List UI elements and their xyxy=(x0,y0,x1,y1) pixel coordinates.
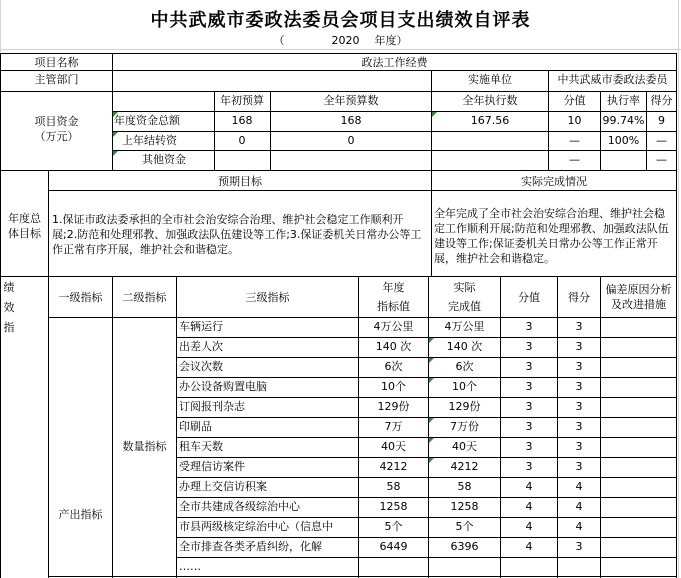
indicator-score-pts: 4 xyxy=(525,500,533,513)
actual-completion-text: 全年完成了全市社会治安综合治理、维护社会稳定工作顺利开展;防范和处理邪教、加强政法队伍建设等工作;保证委机关日常办公等工作正常开展，维护社会和谐稳定。 xyxy=(434,207,669,265)
header-reason-1: 偏差原因分析 xyxy=(605,283,672,296)
cell-marker xyxy=(432,112,437,117)
indicator-target: 6次 xyxy=(384,360,403,373)
funds-row-label: 其他资金 xyxy=(142,153,186,166)
indicator-name: 全市共建成各级综治中心 xyxy=(179,500,300,513)
cell-marker xyxy=(113,132,118,137)
indicator-name: …… xyxy=(179,560,201,573)
header-level2: 二级指标 xyxy=(122,291,167,304)
indicator-target: 58 xyxy=(386,480,401,493)
funds-label-2: （万元） xyxy=(34,130,79,143)
funds-exec-rate: 100% xyxy=(607,134,640,147)
indicator-target: 140 次 xyxy=(375,340,412,353)
indicator-name: 订阅报刊杂志 xyxy=(179,400,245,413)
indicator-name: 市县两级核定综治中心（信息中 xyxy=(179,520,333,533)
funds-score-pts: — xyxy=(569,153,580,166)
indicator-score: 3 xyxy=(575,360,583,373)
indicator-actual: 7万份 xyxy=(450,420,479,433)
cell-marker xyxy=(429,358,434,363)
header-level1: 一级指标 xyxy=(58,291,103,304)
indicator-target: 129份 xyxy=(377,400,410,413)
header-level3: 三级指标 xyxy=(245,291,290,304)
actual-completion-header: 实际完成情况 xyxy=(521,175,587,188)
funds-row-label: 上年结转资 xyxy=(122,134,177,147)
header-initial-budget: 年初预算 xyxy=(220,94,264,107)
indicator-score-pts: 4 xyxy=(525,540,533,553)
funds-score: — xyxy=(656,134,667,147)
indicator-score: 3 xyxy=(575,400,583,413)
indicator-actual: 4万公里 xyxy=(444,320,485,333)
indicator-score: 3 xyxy=(575,440,583,453)
indicator-actual: 40天 xyxy=(452,440,477,453)
indicator-score: 3 xyxy=(575,420,583,433)
level2-value: 数量指标 xyxy=(122,440,167,453)
cell-marker xyxy=(429,418,434,423)
indicator-name: 办公设备购置电脑 xyxy=(179,380,267,393)
funds-full-exec: 167.56 xyxy=(470,114,510,127)
indicator-target: 10个 xyxy=(381,380,406,393)
funds-full-budget: 0 xyxy=(347,134,355,147)
indicator-target: 40天 xyxy=(381,440,406,453)
header-score-pts: 分值 xyxy=(563,94,586,107)
indicator-score: 4 xyxy=(575,480,583,493)
header-annual-1: 年度 xyxy=(382,281,405,294)
indicator-actual: 129份 xyxy=(448,400,481,413)
project-name-label: 项目名称 xyxy=(34,56,79,69)
indicator-name: 全市排查各类矛盾纠纷，化解 xyxy=(179,540,322,553)
side-label-3: 指 xyxy=(3,321,15,334)
indicator-target: 4万公里 xyxy=(373,320,414,333)
goals-label-1: 年度总 xyxy=(8,212,41,225)
indicator-score-pts: 4 xyxy=(525,480,533,493)
indicator-target: 5个 xyxy=(384,520,403,533)
indicator-target: 1258 xyxy=(379,500,408,513)
header-full-exec: 全年执行数 xyxy=(462,94,518,107)
indicator-score: 3 xyxy=(575,320,583,333)
indicator-actual: 1258 xyxy=(450,500,479,513)
indicator-actual: 6396 xyxy=(450,540,479,553)
indicator-actual: 5个 xyxy=(455,520,474,533)
indicator-score: 3 xyxy=(575,380,583,393)
impl-unit-value: 中共武威市委政法委员 xyxy=(557,73,668,86)
indicator-target: 4212 xyxy=(379,460,408,473)
header-actual-2: 完成值 xyxy=(448,300,481,313)
indicator-score: 3 xyxy=(575,460,583,473)
page-title: 中共武威市委政法委员会项目支出绩效自评表 xyxy=(150,10,531,31)
goals-label-2: 体目标 xyxy=(8,227,41,240)
level1-value: 产出指标 xyxy=(58,508,103,521)
indicator-score-pts: 3 xyxy=(525,340,533,353)
impl-unit-label: 实施单位 xyxy=(468,73,512,86)
indicator-name: 办理上交信访积案 xyxy=(179,480,267,493)
indicator-actual: 6次 xyxy=(455,360,474,373)
indicator-name: 出差人次 xyxy=(179,340,223,353)
funds-score-pts: — xyxy=(569,134,580,147)
indicator-actual: 10个 xyxy=(452,380,477,393)
indicator-name: 印刷品 xyxy=(179,420,212,433)
indicator-score-pts: 3 xyxy=(525,440,533,453)
header-annual-2: 指标值 xyxy=(377,300,410,313)
header-score: 得分 xyxy=(650,94,673,107)
indicator-score: 4 xyxy=(575,520,583,533)
indicator-score-pts: 3 xyxy=(525,320,533,333)
cell-marker xyxy=(429,458,434,463)
indicator-score-pts: 3 xyxy=(525,380,533,393)
expected-goal-header: 预期目标 xyxy=(218,175,262,188)
funds-full-budget: 168 xyxy=(340,114,362,127)
indicator-score-pts: 3 xyxy=(525,360,533,373)
funds-initial: 168 xyxy=(231,114,253,127)
funds-score-pts: 10 xyxy=(567,114,582,127)
year-suffix: 年度） xyxy=(374,34,408,47)
expected-goal-text: 1.保证市政法委承担的全市社会治安综合治理、维护社会稳定工作顺利开展;2.防范和处理邪教、加强政法队伍建设等工作;3.保证委机关日常办公等工作正常有序开展，维护社会和谐稳定。 xyxy=(52,213,422,256)
header-ind-score-pts: 分值 xyxy=(518,291,540,304)
year-value: 2020 xyxy=(331,34,360,47)
funds-label-1: 项目资金 xyxy=(34,115,79,128)
indicator-name: 租车天数 xyxy=(179,440,223,453)
funds-score: — xyxy=(656,153,667,166)
indicator-actual: 140 次 xyxy=(446,340,483,353)
dept-label: 主管部门 xyxy=(34,73,79,86)
cell-marker xyxy=(113,151,118,156)
indicator-target: 6449 xyxy=(379,540,408,553)
header-ind-score: 得分 xyxy=(568,291,590,304)
side-label-1: 绩 xyxy=(3,281,15,294)
funds-initial: 0 xyxy=(238,134,246,147)
year-prefix: （ xyxy=(273,34,285,47)
indicator-actual: 4212 xyxy=(450,460,479,473)
funds-score: 9 xyxy=(658,114,665,127)
indicator-score: 4 xyxy=(575,500,583,513)
indicator-name: 会议次数 xyxy=(179,360,223,373)
indicator-score: 3 xyxy=(575,340,583,353)
project-name-value: 政法工作经费 xyxy=(361,56,428,69)
funds-row-label: 年度资金总额 xyxy=(114,114,180,127)
indicator-name: 车辆运行 xyxy=(179,320,223,333)
cell-marker xyxy=(429,438,434,443)
indicator-target: 7万 xyxy=(384,420,403,433)
indicator-actual: 58 xyxy=(457,480,472,493)
header-full-budget: 全年预算数 xyxy=(323,94,379,107)
header-reason-2: 及改进措施 xyxy=(611,298,666,311)
cell-marker xyxy=(113,112,118,117)
indicator-name: 受理信访案件 xyxy=(179,460,245,473)
indicator-score-pts: 4 xyxy=(525,520,533,533)
header-exec-rate: 执行率 xyxy=(607,94,640,107)
cell-marker xyxy=(429,378,434,383)
indicator-score-pts: 3 xyxy=(525,420,533,433)
side-label-2: 效 xyxy=(3,301,15,314)
funds-exec-rate: 99.74% xyxy=(602,114,645,127)
indicator-score: 3 xyxy=(575,540,583,553)
cell-marker xyxy=(429,338,434,343)
indicator-score-pts: 3 xyxy=(525,460,533,473)
header-actual-1: 实际 xyxy=(453,281,476,294)
indicator-score-pts: 3 xyxy=(525,400,533,413)
